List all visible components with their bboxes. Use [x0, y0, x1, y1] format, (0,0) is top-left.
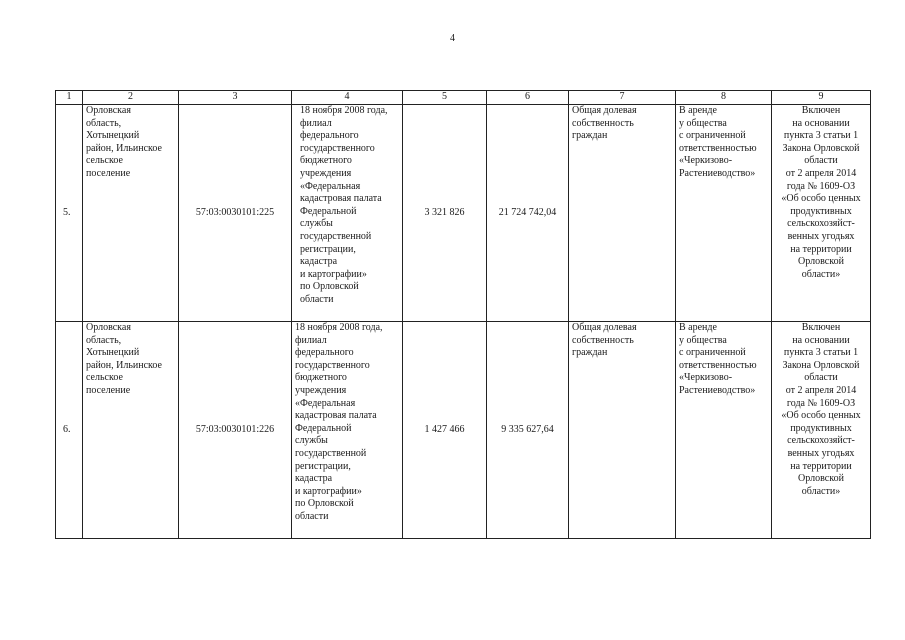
cell-line: от 2 апреля 2014 [785, 384, 857, 396]
location-cell [83, 105, 179, 322]
cell-line: продуктивных [790, 205, 852, 217]
column-header: 6 [487, 91, 569, 105]
cell-line: область, [86, 117, 122, 129]
cell-line: года № 1609-ОЗ [786, 397, 856, 409]
location-cell [83, 322, 179, 539]
cell-line: бюджетного [295, 372, 347, 384]
cell-line: «Федеральная [300, 180, 361, 192]
cell-line: по Орловской [300, 281, 359, 293]
cell-line: собственность [572, 334, 634, 346]
cell-line: от 2 апреля 2014 [785, 167, 857, 179]
value-cell: 21 724 742,04 [487, 105, 569, 322]
area-cell: 1 427 466 [403, 322, 487, 539]
cell-line: регистрации, [295, 460, 351, 472]
cell-line: Хотынецкий [86, 130, 140, 142]
cell-line: Растениеводство» [679, 384, 756, 396]
table-row [56, 322, 871, 539]
cell-line: сельскохозяйст- [787, 435, 855, 447]
cell-line: и картографии» [300, 268, 367, 280]
cadastral-number-cell: 57:03:0030101:226 [179, 322, 292, 539]
registration-cell [292, 322, 403, 539]
cell-line: на территории [790, 243, 852, 255]
cell-line: Включен [801, 322, 841, 333]
column-header: 2 [83, 91, 179, 105]
cell-line: Орловской [798, 473, 844, 485]
cell-line: Закона Орловской [782, 359, 860, 371]
cell-line: государственной [295, 447, 367, 459]
cell-line: «Об особо ценных [781, 410, 861, 422]
value-cell: 9 335 627,64 [487, 322, 569, 539]
cell-line: у общества [679, 117, 727, 129]
cell-line: Включен [801, 105, 841, 116]
cell-line: службы [300, 218, 333, 230]
cell-line: Растениеводство» [679, 167, 756, 179]
cadastral-number-cell: 57:03:0030101:225 [179, 105, 292, 322]
cell-line: и картографии» [295, 485, 362, 497]
cell-line: области [804, 372, 838, 384]
cell-line: поселение [86, 384, 131, 396]
cell-line: В аренде [679, 322, 717, 333]
cell-line: области [295, 510, 329, 522]
area-cell: 3 321 826 [403, 105, 487, 322]
cell-line: регистрации, [300, 243, 356, 255]
cell-line: «Черкизово- [679, 372, 733, 384]
column-header: 8 [676, 91, 772, 105]
cell-line: Федеральной [295, 422, 352, 434]
cell-line: кадастра [300, 256, 338, 268]
cell-line: пункта 3 статьи 1 [783, 130, 859, 142]
cell-line: Закона Орловской [782, 142, 860, 154]
column-header: 5 [403, 91, 487, 105]
cell-line: собственность [572, 117, 634, 129]
row-number: 6. [56, 322, 83, 539]
cell-line: Орловская [86, 105, 131, 116]
cell-line: сельское [86, 372, 123, 384]
page-number: 4 [450, 33, 455, 44]
cell-line: венных угодьях [787, 447, 855, 459]
cell-line: на основании [792, 117, 850, 129]
cell-line: области» [801, 268, 841, 280]
cell-line: Орловская [86, 322, 131, 333]
column-header: 9 [772, 91, 871, 105]
cell-line: учреждения [295, 384, 347, 396]
cell-line: кадастровая палата [300, 193, 382, 205]
cell-line: учреждения [300, 167, 352, 179]
column-header: 7 [569, 91, 676, 105]
row-number: 5. [56, 105, 83, 322]
cell-line: венных угодьях [787, 230, 855, 242]
cell-line: государственного [300, 142, 375, 154]
cell-line: филиал [295, 334, 327, 346]
cell-line: по Орловской [295, 498, 354, 510]
cell-line: области» [801, 485, 841, 497]
cell-line: 18 ноября 2008 года, [295, 322, 383, 333]
cell-line: 18 ноября 2008 года, [300, 105, 388, 116]
column-header: 4 [292, 91, 403, 105]
cell-line: Орловской [798, 256, 844, 268]
cell-line: кадастра [295, 473, 333, 485]
cell-line: граждан [572, 130, 608, 142]
cell-line: бюджетного [300, 155, 352, 167]
column-header: 1 [56, 91, 83, 105]
table-row [56, 105, 871, 322]
cell-line: кадастровая палата [295, 410, 377, 422]
cell-line: область, [86, 334, 122, 346]
cell-line: ответственностью [679, 359, 757, 371]
cell-line: Хотынецкий [86, 347, 140, 359]
cell-line: на основании [792, 334, 850, 346]
ownership-cell [569, 322, 676, 539]
cell-line: федерального [300, 130, 359, 142]
cell-line: поселение [86, 167, 131, 179]
cell-line: службы [295, 435, 328, 447]
basis-cell [772, 105, 871, 322]
cell-line: «Черкизово- [679, 155, 733, 167]
cell-line: район, Ильинское [86, 359, 162, 371]
cell-line: области [804, 155, 838, 167]
cell-line: сельскохозяйст- [787, 218, 855, 230]
land-plots-table [55, 90, 871, 539]
lease-cell [676, 105, 772, 322]
cell-line: продуктивных [790, 422, 852, 434]
cell-line: Общая долевая [572, 105, 637, 116]
basis-cell [772, 322, 871, 539]
cell-line: граждан [572, 347, 608, 359]
ownership-cell [569, 105, 676, 322]
cell-line: пункта 3 статьи 1 [783, 347, 859, 359]
table-header-row [56, 91, 871, 105]
cell-line: ответственностью [679, 142, 757, 154]
cell-line: район, Ильинское [86, 142, 162, 154]
cell-line: «Федеральная [295, 397, 356, 409]
cell-line: филиал [300, 117, 332, 129]
cell-line: Федеральной [300, 205, 357, 217]
cell-line: у общества [679, 334, 727, 346]
cell-line: области [300, 293, 334, 305]
lease-cell [676, 322, 772, 539]
registration-cell [292, 105, 403, 322]
cell-line: сельское [86, 155, 123, 167]
cell-line: федерального [295, 347, 354, 359]
cell-line: «Об особо ценных [781, 193, 861, 205]
cell-line: года № 1609-ОЗ [786, 180, 856, 192]
cell-line: с ограниченной [679, 130, 746, 142]
cell-line: государственного [295, 359, 370, 371]
cell-line: В аренде [679, 105, 717, 116]
column-header: 3 [179, 91, 292, 105]
cell-line: на территории [790, 460, 852, 472]
cell-line: Общая долевая [572, 322, 637, 333]
cell-line: государственной [300, 230, 372, 242]
cell-line: с ограниченной [679, 347, 746, 359]
